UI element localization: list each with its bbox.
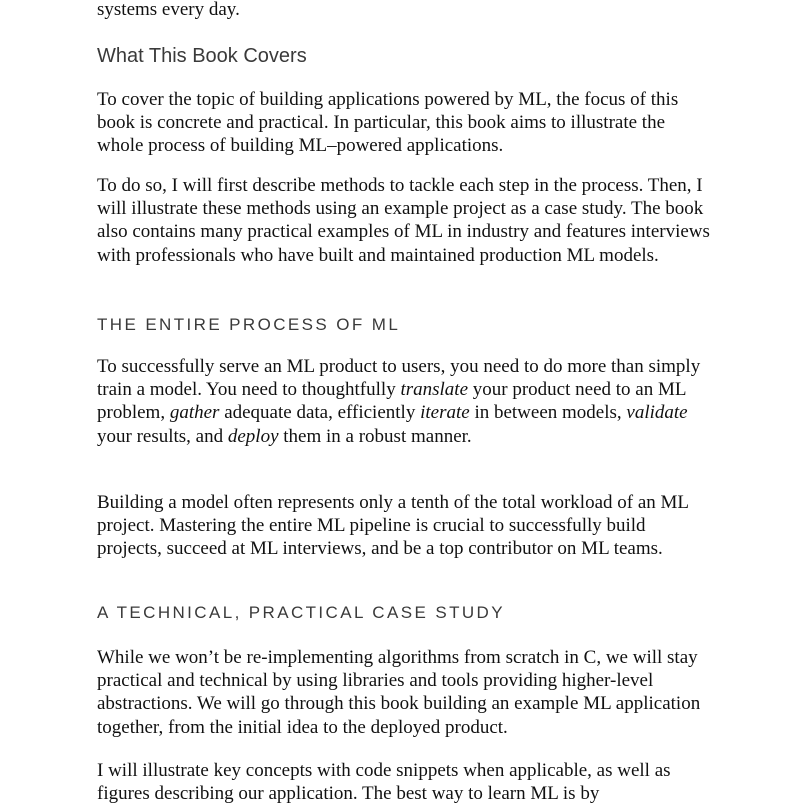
- lead-fragment: systems every day.: [97, 0, 240, 20]
- paragraph-serve-product: [97, 355, 712, 448]
- paragraph-pipeline: Building a model often represents only a tenth of the total workload of an ML project. Mastering the entire ML pipeline is crucial to successfully build projects, succeed at ML interviews, and be a top contributor on ML teams.: [97, 492, 689, 560]
- text-run: To successfully serve an ML product to users, you need to do more than simply train a model. You need to thoughtfully: [97, 356, 701, 401]
- emphasis-translate: translate: [400, 379, 469, 401]
- text-run: your product need to an ML problem,: [97, 379, 686, 424]
- emphasis-deploy: deploy: [227, 425, 279, 447]
- text-run: adequate data, efficiently: [219, 402, 421, 424]
- emphasis-validate: validate: [626, 402, 688, 424]
- emphasis-gather: gather: [169, 402, 220, 424]
- text-run: them in a robust manner.: [278, 425, 472, 447]
- subheading-case-study: A TECHNICAL, PRACTICAL CASE STUDY: [97, 603, 505, 622]
- section-title: What This Book Covers: [97, 45, 307, 67]
- paragraph-focus: To cover the topic of building applications powered by ML, the focus of this book is concrete and practical. In particular, this book aims to illustrate the whole process of building ML–powered applications.: [97, 89, 679, 157]
- subheading-entire-process: THE ENTIRE PROCESS OF ML: [97, 315, 401, 334]
- text-run: in between models,: [469, 402, 627, 424]
- text-run: your results, and: [97, 425, 228, 447]
- paragraph-code-snippets: I will illustrate key concepts with code snippets when applicable, as well as figures describing our application. The best way to learn ML is by: [97, 760, 671, 805]
- paragraph-methods: To do so, I will first describe methods to tackle each step in the process. Then, I will illustrate these methods using an example project as a case study. The book also contains many practical examples of ML in industry and features interviews with professionals who have built and maintained production ML models.: [97, 175, 710, 266]
- paragraph-practical: While we won’t be re-implementing algorithms from scratch in C, we will stay practical and technical by using libraries and tools providing higher-level abstractions. We will go through this book building an example ML application together, from the initial idea to the deployed product.: [97, 647, 701, 738]
- emphasis-iterate: iterate: [420, 402, 470, 424]
